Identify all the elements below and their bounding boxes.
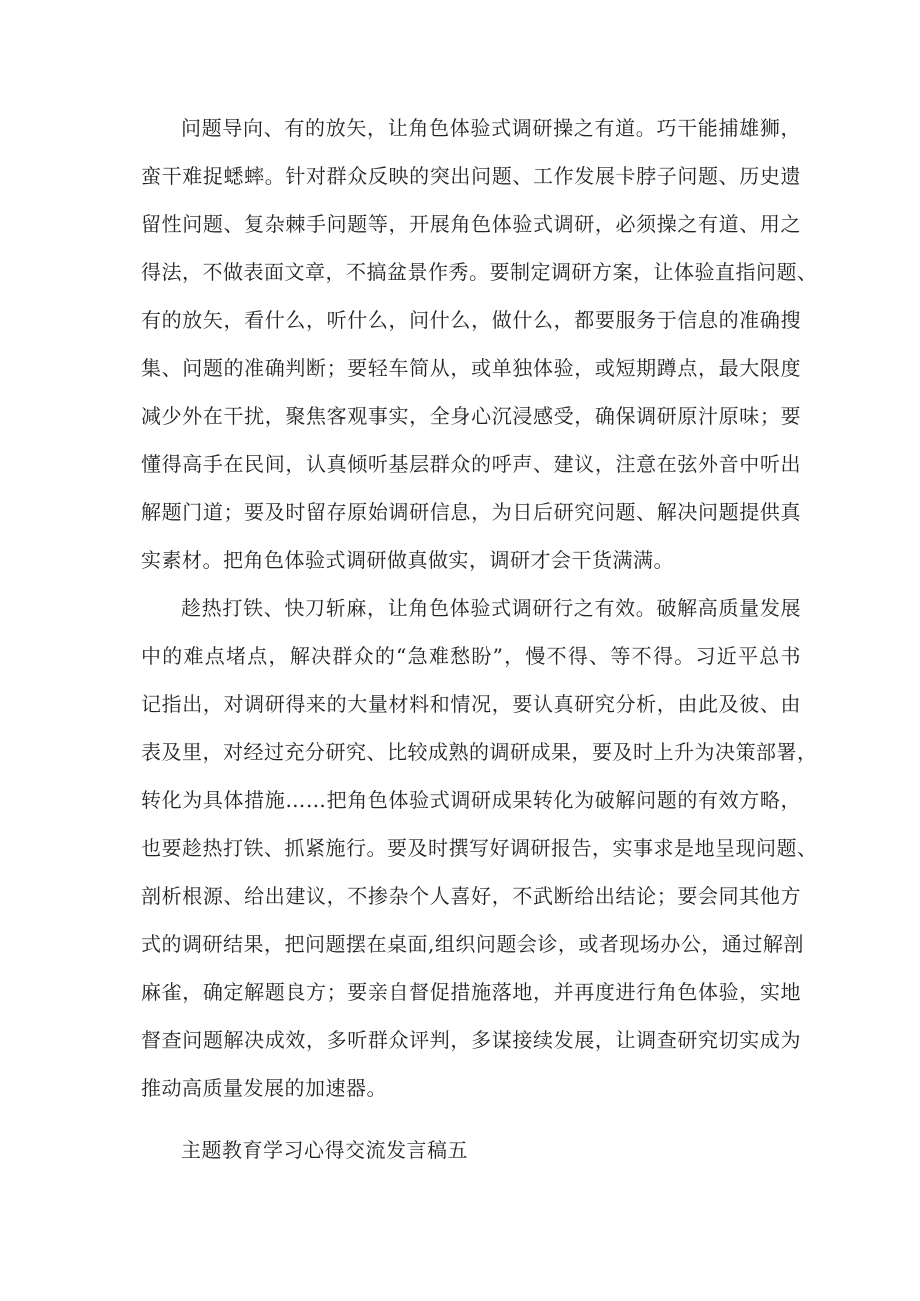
paragraph-line: 式的调研结果，把问题摆在桌面,组织问题会诊，或者现场办公，通过解剖 [141, 932, 804, 956]
paragraph-line: 集、问题的准确判断；要轻车简从，或单独体验，或短期蹲点，最大限度 [141, 356, 801, 380]
paragraph-line: 记指出，对调研得来的大量材料和情况，要认真研究分析，由此及彼、由 [141, 692, 801, 716]
paragraph-line: 减少外在干扰，聚焦客观事实，全身心沉浸感受，确保调研原汁原味；要 [141, 404, 801, 428]
paragraph-line: 督查问题解决成效，多听群众评判，多谋接续发展，让调查研究切实成为 [141, 1028, 801, 1052]
paragraph-line: 解题门道；要及时留存原始调研信息，为日后研究问题、解决问题提供真 [141, 500, 801, 524]
paragraph-line: 转化为具体措施……把角色体验式调研成果转化为破解问题的有效方略， [141, 788, 801, 812]
paragraph-line: 剖析根源、给出建议，不掺杂个人喜好，不武断给出结论；要会同其他方 [141, 884, 801, 908]
paragraph-line: 表及里，对经过充分研究、比较成熟的调研成果，要及时上升为决策部署， [141, 740, 818, 764]
paragraph-line: 麻雀，确定解题良方；要亲自督促措施落地，并再度进行角色体验，实地 [141, 980, 801, 1004]
paragraph-line: 得法，不做表面文章，不搞盆景作秀。要制定调研方案，让体验直指问题、 [141, 260, 818, 284]
paragraph-line: 趁热打铁、快刀斩麻，让角色体验式调研行之有效。破解高质量发展 [181, 596, 801, 620]
paragraph-line: 实素材。把角色体验式调研做真做实，调研才会干货满满。 [141, 548, 674, 572]
paragraph-line: 中的难点堵点，解决群众的“急难愁盼”，慢不得、等不得。习近平总书 [141, 644, 801, 668]
paragraph-line: 问题导向、有的放矢，让角色体验式调研操之有道。巧干能捕雄狮， [181, 116, 801, 140]
paragraph-2 [141, 584, 818, 1112]
section-heading: 主题教育学习心得交流发言稿五 [181, 1138, 468, 1162]
paragraph-line: 蛮干难捉蟋蟀。针对群众反映的突出问题、工作发展卡脖子问题、历史遗 [141, 164, 801, 188]
paragraph-line: 推动高质量发展的加速器。 [141, 1076, 387, 1100]
paragraph-line: 懂得高手在民间，认真倾听基层群众的呼声、建议，注意在弦外音中听出 [141, 452, 801, 476]
paragraph-line: 也要趁热打铁、抓紧施行。要及时撰写好调研报告，实事求是地呈现问题、 [141, 836, 818, 860]
paragraph-line: 有的放矢，看什么，听什么，问什么，做什么，都要服务于信息的准确搜 [141, 308, 801, 332]
paragraph-line: 留性问题、复杂棘手问题等，开展角色体验式调研，必须操之有道、用之 [141, 212, 801, 236]
document-body [141, 104, 818, 1174]
paragraph-1 [141, 104, 818, 584]
